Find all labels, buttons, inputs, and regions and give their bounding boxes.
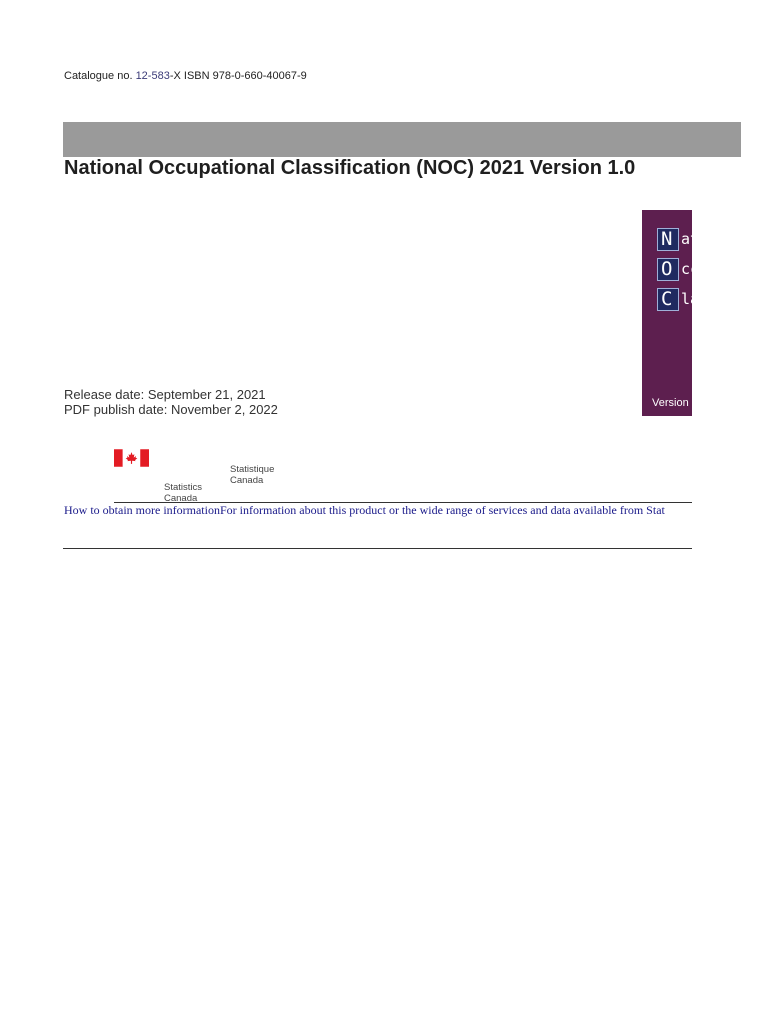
more-info-heading: How to obtain more information bbox=[64, 503, 220, 517]
catalogue-prefix: Catalogue no. bbox=[64, 70, 133, 82]
wordmark-en-line2: Canada bbox=[164, 493, 198, 504]
more-info-line bbox=[64, 503, 692, 518]
wordmark-fr-line2: Canada bbox=[230, 475, 264, 486]
header-band bbox=[63, 122, 741, 157]
cover-tile-c: C la bbox=[657, 288, 679, 311]
catalogue-number: 12-583 bbox=[135, 70, 170, 82]
pdf-publish-date: PDF publish date: November 2, 2022 bbox=[64, 402, 278, 417]
cover-tile-n: N at bbox=[657, 228, 679, 251]
document-title: National Occupational Classification (NOC) 2021 Version 1.0 bbox=[64, 157, 636, 179]
divider-bottom bbox=[63, 548, 692, 549]
dates-block bbox=[64, 387, 278, 417]
statistique-canada-wordmark bbox=[230, 464, 274, 486]
more-info-text: For information about this product or the wide range of services and data available from Stat bbox=[219, 503, 665, 517]
catalogue-isbn: -X ISBN 978-0-660-40067-9 bbox=[169, 70, 307, 82]
canada-flag-icon bbox=[114, 449, 149, 467]
release-date: Release date: September 21, 2021 bbox=[64, 387, 266, 402]
wordmark-en-line1: Statistics bbox=[164, 482, 203, 493]
cover-version-label: Version bbox=[652, 397, 689, 409]
wordmark-fr-line1: Statistique bbox=[230, 464, 275, 475]
catalogue-line bbox=[64, 70, 307, 82]
cover-thumbnail bbox=[642, 210, 700, 416]
statistics-canada-wordmark bbox=[164, 482, 202, 504]
cover-tile-o: O cc bbox=[657, 258, 679, 281]
